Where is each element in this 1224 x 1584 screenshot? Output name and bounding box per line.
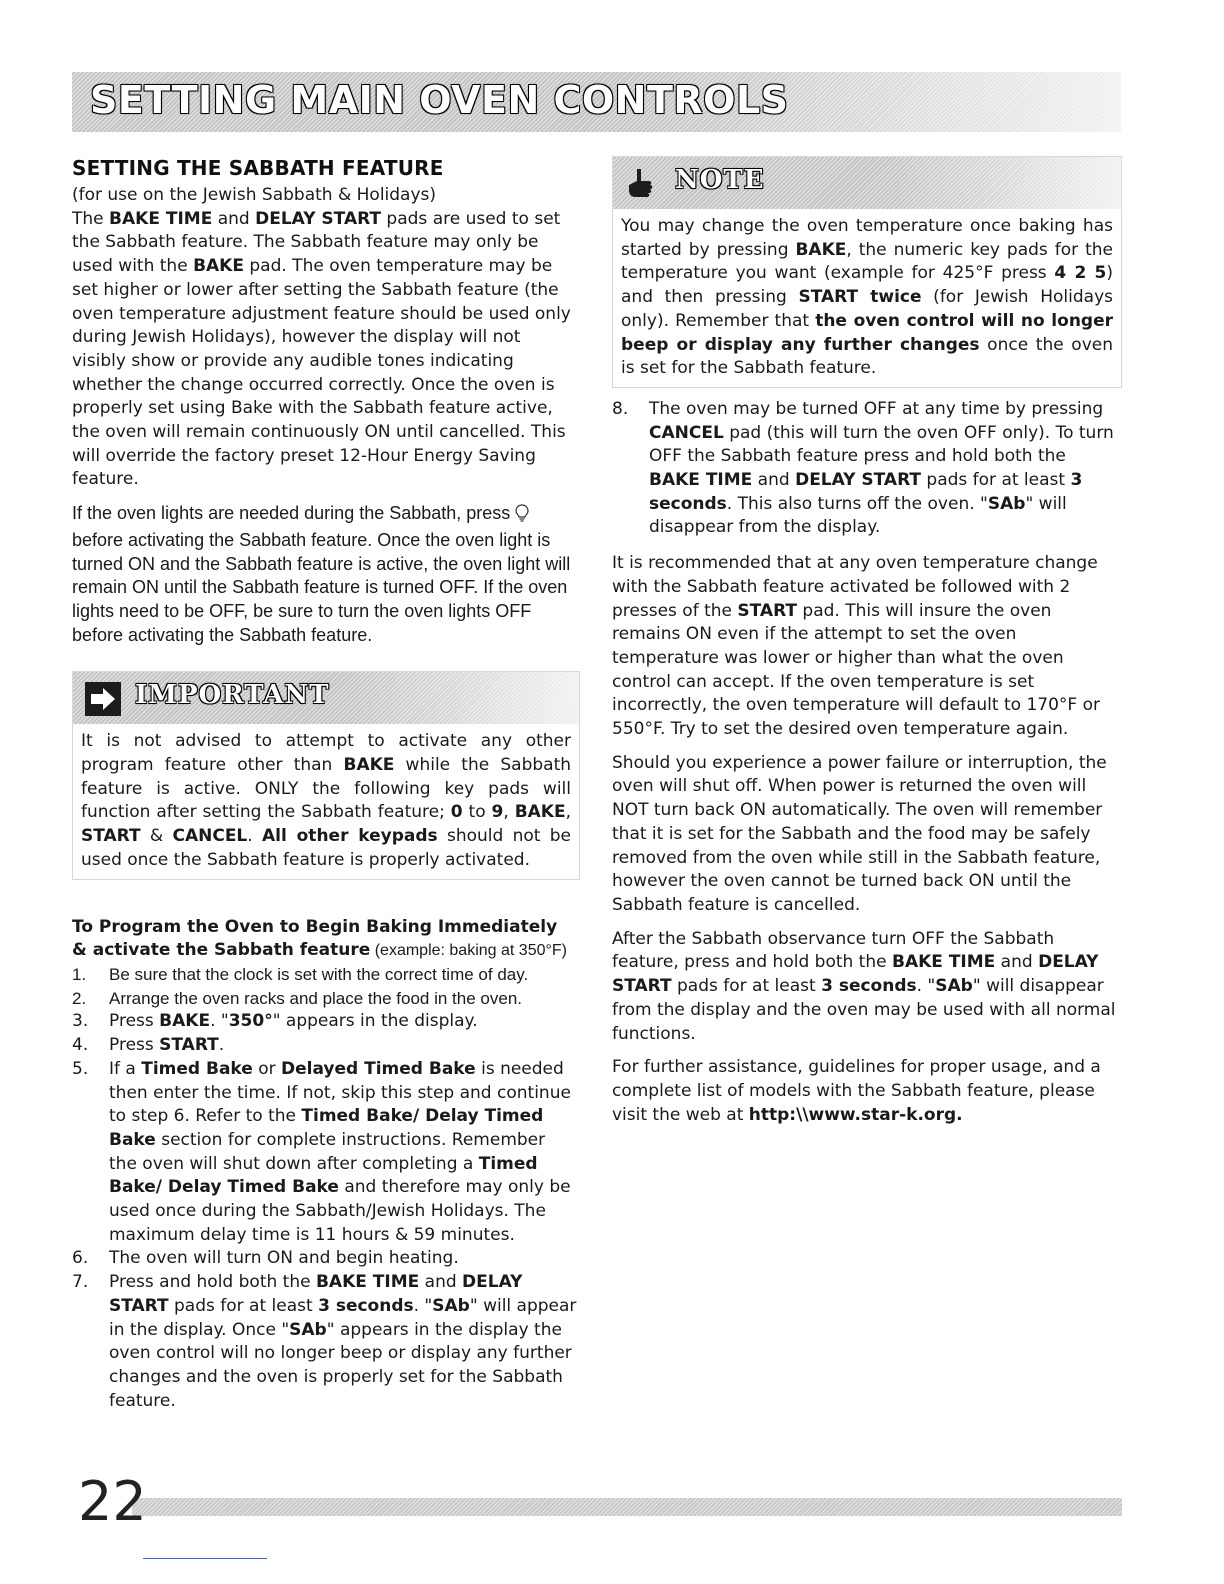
list-item: 6. The oven will turn ON and begin heating. bbox=[72, 1248, 459, 1269]
page-number: 22 bbox=[78, 1470, 147, 1533]
list-item: 8. The oven may be turned OFF at any time by pressing CANCEL pad (this will turn the oven OFF only). To turn OFF the Sabbath feature press and hold both the BAKE TIME and DELAY START pads for at least 3 seconds. This also turns off the oven. "SAb" will disappear from the display. bbox=[612, 398, 1114, 538]
note-title: NOTE bbox=[675, 165, 765, 195]
section-subtitle: (for use on the Jewish Sabbath & Holidays) bbox=[72, 185, 437, 205]
program-heading-line2: & activate the Sabbath feature (example: baking at 350°F) bbox=[72, 940, 567, 961]
list-item: 5. If a Timed Bake or Delayed Timed Bake is needed then enter the time. If not, skip this step and continue to step 6. Refer to the Timed Bake/ Delay Timed Bake section for complete instructions. Remember the oven will shut down after completing a Timed Bake/ Delay Timed Bake and therefore may only be used once during the Sabbath/Jewish Holidays. The maximum delay time is 11 hours & 59 minutes. bbox=[72, 1058, 571, 1245]
important-title: IMPORTANT bbox=[135, 680, 330, 711]
divider bbox=[143, 1558, 267, 1559]
list-item: 4. Press START. bbox=[72, 1035, 225, 1056]
power-failure-paragraph: Should you experience a power failure or interruption, the oven will shut off. When power is returned the oven will NOT turn back ON automatically. The oven will remember that it is set for the Sabbath and the food may be safely removed from the oven while still in the Sabbath feature, however the oven cannot be turned back ON until the Sabbath feature is cancelled. bbox=[612, 752, 1107, 915]
oven-light-paragraph: If the oven lights are needed during the Sabbath, press before activating the Sabbath feature. Once the oven light is turned ON and the Sabbath feature is active, the oven light will remain ON until the Sabbath feature is turned OFF. If the oven lights need to be OFF, be sure to turn the oven lights OFF before activating the Sabbath feature. bbox=[72, 503, 571, 645]
website-link[interactable]: http:\\www.star-k.org. bbox=[748, 1104, 963, 1125]
note-box bbox=[612, 156, 1122, 388]
list-item: 7. Press and hold both the BAKE TIME and DELAY START pads for at least 3 seconds. "SAb" will appear in the display. Once "SAb" appears in the display the oven control will no longer beep or display any further changes and the oven is properly set for the Sabbath feature. bbox=[72, 1272, 577, 1411]
program-heading-line1: To Program the Oven to Begin Baking Immediately bbox=[72, 916, 558, 937]
important-body bbox=[73, 724, 579, 878]
list-item: 1. Be sure that the clock is set with the correct time of day. bbox=[72, 964, 529, 984]
step-8 bbox=[612, 398, 1122, 540]
oven-light-icon bbox=[515, 504, 529, 529]
note-text: You may change the oven temperature once baking has started by pressing BAKE, the numeric key pads for the temperature you want (example for 425°F press 4 2 5) and then pressing START twice (for Jewish Holidays only). Remember that the oven control will no longer beep or display any further changes once the oven is set for the Sabbath feature. bbox=[621, 216, 1114, 379]
arrow-right-icon bbox=[85, 682, 121, 720]
assistance-paragraph: For further assistance, guidelines for proper usage, and a complete list of models with the Sabbath feature, please visit the web at http:\\www.star-k.org. bbox=[612, 1057, 1101, 1125]
note-body bbox=[613, 209, 1121, 387]
footer-rule bbox=[132, 1498, 1122, 1516]
list-item: 2. Arrange the oven racks and place the food in the oven. bbox=[72, 988, 522, 1008]
note-header bbox=[613, 157, 1121, 209]
header-banner bbox=[72, 72, 1121, 132]
important-box bbox=[72, 671, 580, 879]
right-column bbox=[612, 156, 1122, 1137]
list-item: 3. Press BAKE. "350°" appears in the display. bbox=[72, 1011, 478, 1032]
pointing-hand-icon bbox=[625, 167, 655, 205]
page-footer bbox=[72, 1470, 1122, 1533]
program-steps bbox=[72, 963, 577, 1413]
important-header bbox=[73, 672, 579, 724]
after-sabbath-paragraph: After the Sabbath observance turn OFF the Sabbath feature, press and hold both the BAKE TIME and DELAY START pads for at least 3 seconds. "SAb" will disappear from the display and the oven may be used with all normal functions. bbox=[612, 928, 1116, 1044]
sabbath-intro-paragraph: The BAKE TIME and DELAY START pads are used to set the Sabbath feature. The Sabbath feature may only be used with the BAKE pad. The oven temperature may be set higher or lower after setting the Sabbath feature (the oven temperature adjustment feature should be used only during Jewish Holidays), however the display will not visibly show or provide any audible tones indicating whether the change occurred correctly. Once the oven is properly set using Bake with the Sabbath feature active, the oven will remain continuously ON until cancelled. This will override the factory preset 12-Hour Energy Saving feature. bbox=[72, 208, 571, 490]
start-twice-paragraph: It is recommended that at any oven temperature change with the Sabbath feature activated be followed with 2 presses of the START pad. This will insure the oven remains ON even if the attempt to set the oven temperature was lower or higher than what the oven control can accept. If the oven temperature is set incorrectly, the oven temperature will default to 170°F or 550°F. Try to set the desired oven temperature again. bbox=[612, 553, 1100, 740]
page-header-title: SETTING MAIN OVEN CONTROLS bbox=[90, 78, 789, 122]
program-heading bbox=[72, 916, 577, 963]
important-text: It is not advised to attempt to activate any other program feature other than BAKE while the Sabbath feature is active. ONLY the following key pads will function after setting the Sabbath feature; 0 to 9, BAKE, START & CANCEL. All other keypads should not be used once the Sabbath feature is properly activated. bbox=[81, 731, 572, 870]
left-column bbox=[72, 156, 577, 1413]
section-title: SETTING THE SABBATH FEATURE bbox=[72, 156, 444, 180]
